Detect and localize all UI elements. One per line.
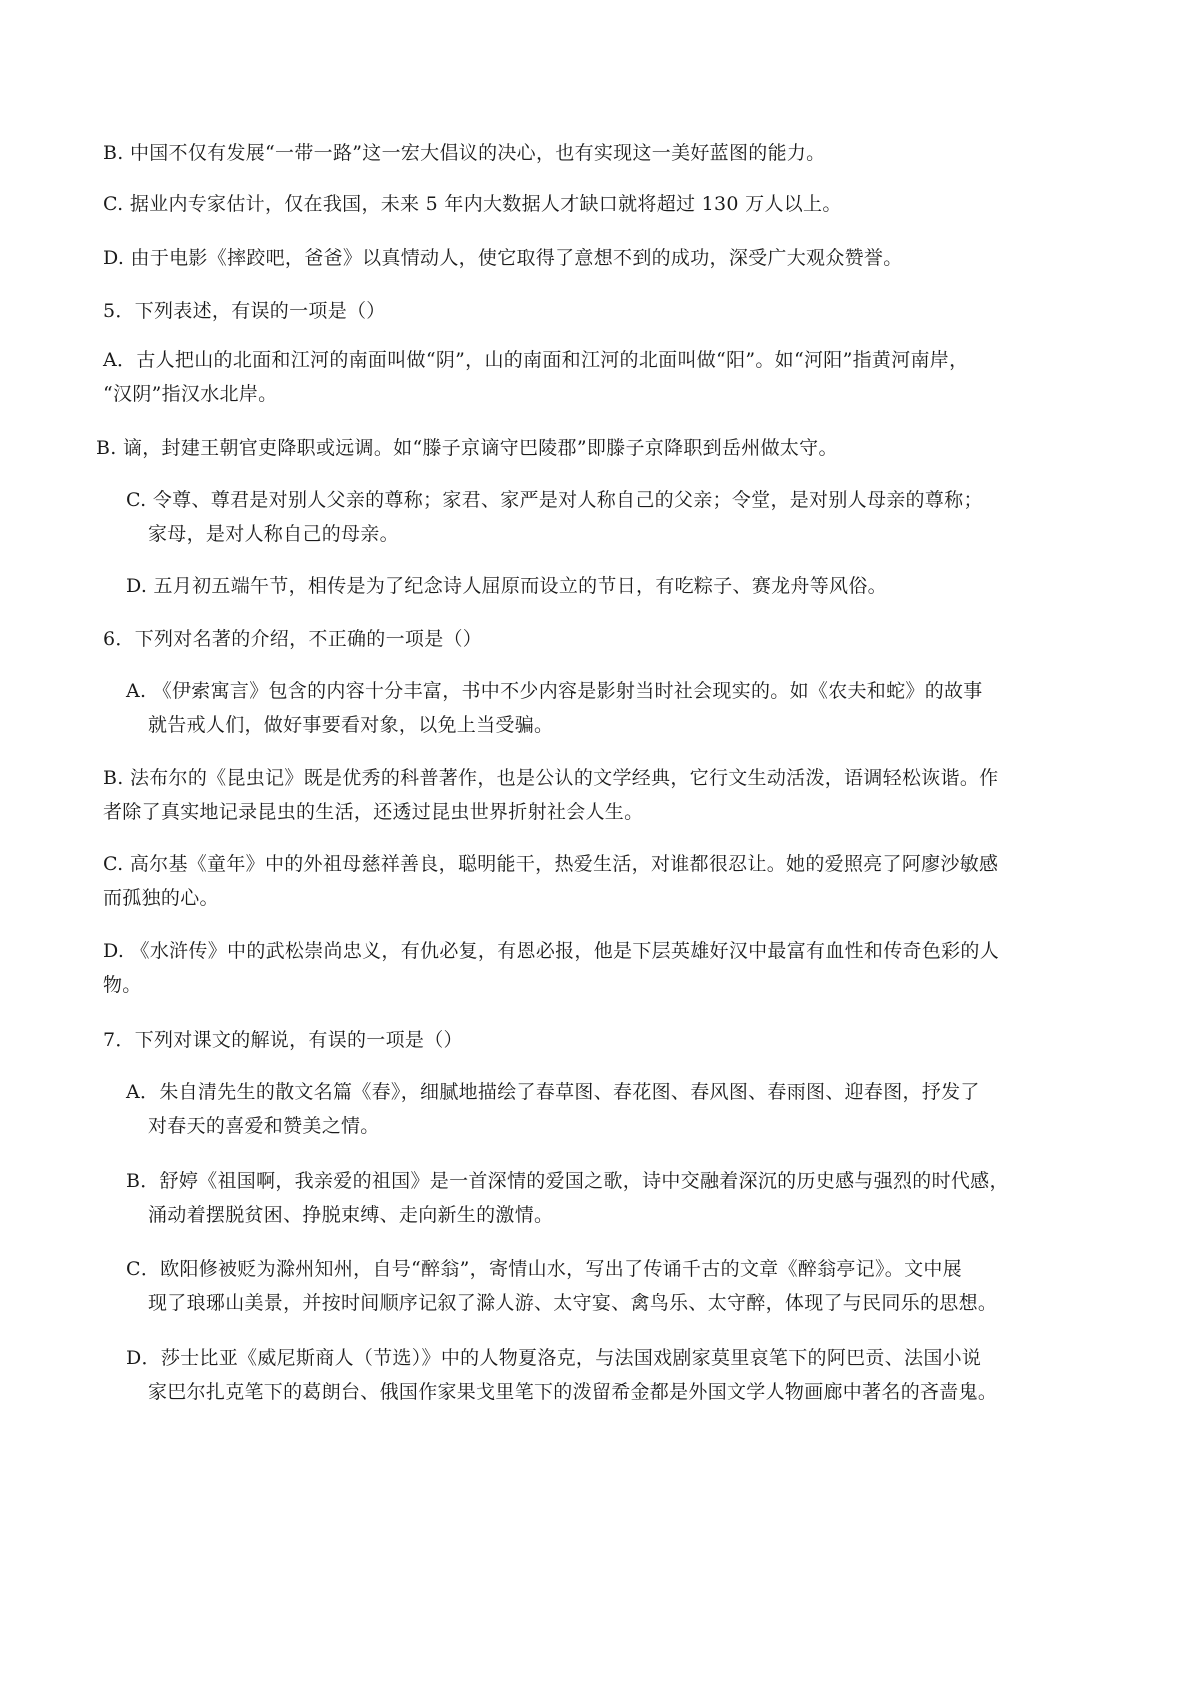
q6-stem: 6．下列对名著的介绍，不正确的一项是（） (103, 628, 483, 650)
q6-option-b-line1: B. 法布尔的《昆虫记》既是优秀的科普著作，也是公认的文学经典，它行文生动活泼，语调轻松诙谐。作 (103, 767, 999, 789)
q5-option-c (126, 483, 983, 551)
q5-option-d: D. 五月初五端午节，相传是为了纪念诗人屈原而设立的节日，有吃粽子、赛龙舟等风俗。 (126, 575, 887, 597)
q6-option-d (103, 934, 999, 1002)
q5-option-c-line2: 家母，是对人称自己的母亲。 (148, 523, 399, 545)
q7-option-d-line1: D．莎士比亚《威尼斯商人（节选）》中的人物夏洛克，与法国戏剧家莫里哀笔下的阿巴贡、法国小说 (126, 1347, 982, 1369)
q7-option-a-line1: A．朱自清先生的散文名篇《春》，细腻地描绘了春草图、春花图、春风图、春雨图、迎春图，抒发了 (126, 1081, 980, 1103)
q7-option-b-line2: 涌动着摆脱贫困、挣脱束缚、走向新生的激情。 (148, 1204, 554, 1226)
q6-option-c-line2: 而孤独的心。 (103, 887, 219, 909)
q4-option-d: D. 由于电影《摔跤吧，爸爸》以真情动人，使它取得了意想不到的成功，深受广大观众赞誉。 (103, 247, 903, 269)
q5-option-a (103, 343, 968, 411)
q7-option-a (126, 1075, 980, 1143)
q6-option-b (103, 761, 998, 829)
q6-option-d-line1: D. 《水浒传》中的武松崇尚忠义，有仇必复，有恩必报，他是下层英雄好汉中最富有血性和传奇色彩的人 (103, 940, 1000, 962)
q5-option-a-line2: “汉阴”指汉水北岸。 (103, 383, 278, 405)
q6-option-d-line2: 物。 (103, 974, 142, 996)
q5-option-c-line1: C. 令尊、尊君是对别人父亲的尊称；家君、家严是对人称自己的父亲；令堂，是对别人母亲的尊称； (126, 489, 983, 511)
q7-option-c-line2: 现了琅琊山美景，并按时间顺序记叙了滁人游、太守宴、禽鸟乐、太守醉，体现了与民同乐的思想。 (148, 1292, 998, 1314)
q6-option-a (126, 674, 983, 742)
q6-option-c (103, 847, 998, 915)
q5-option-a-line1: A．古人把山的北面和江河的南面叫做“阴”，山的南面和江河的北面叫做“阳”。如“河阳”指黄河南岸， (103, 349, 969, 371)
q5-stem: 5．下列表述，有误的一项是（） (103, 300, 386, 322)
q6-option-c-line1: C. 高尔基《童年》中的外祖母慈祥善良，聪明能干，热爱生活，对谁都很忍让。她的爱照亮了阿廖沙敏感 (103, 853, 999, 875)
q7-option-c-line1: C．欧阳修被贬为滁州知州，自号“醉翁”，寄情山水，写出了传诵千古的文章《醉翁亭记》。文中展 (126, 1258, 962, 1280)
q6-option-a-line2: 就告戒人们，做好事要看对象，以免上当受骗。 (148, 714, 554, 736)
q7-stem: 7．下列对课文的解说，有误的一项是（） (103, 1029, 463, 1051)
q7-option-d (126, 1341, 997, 1409)
q7-option-d-line2: 家巴尔扎克笔下的葛朗台、俄国作家果戈里笔下的泼留希金都是外国文学人物画廊中著名的吝啬鬼。 (148, 1381, 998, 1403)
q4-option-b: B. 中国不仅有发展“一带一路”这一宏大倡议的决心，也有实现这一美好蓝图的能力。 (103, 142, 826, 164)
q5-option-b: B. 谪，封建王朝官吏降职或远调。如“滕子京谪守巴陵郡”即滕子京降职到岳州做太守。 (96, 437, 838, 459)
q7-option-b (126, 1164, 1009, 1232)
q7-option-c (126, 1252, 997, 1320)
q6-option-a-line1: A. 《伊索寓言》包含的内容十分丰富，书中不少内容是影射当时社会现实的。如《农夫和蛇》的故事 (126, 680, 983, 702)
q4-option-c: C. 据业内专家估计，仅在我国，未来 5 年内大数据人才缺口就将超过 130 万人以上。 (103, 193, 842, 215)
q6-option-b-line2: 者除了真实地记录昆虫的生活，还透过昆虫世界折射社会人生。 (103, 801, 644, 823)
q7-option-b-line1: B．舒婷《祖国啊，我亲爱的祖国》是一首深情的爱国之歌，诗中交融着深沉的历史感与强烈的时代感， (126, 1170, 1009, 1192)
q7-option-a-line2: 对春天的喜爱和赞美之情。 (148, 1115, 380, 1137)
